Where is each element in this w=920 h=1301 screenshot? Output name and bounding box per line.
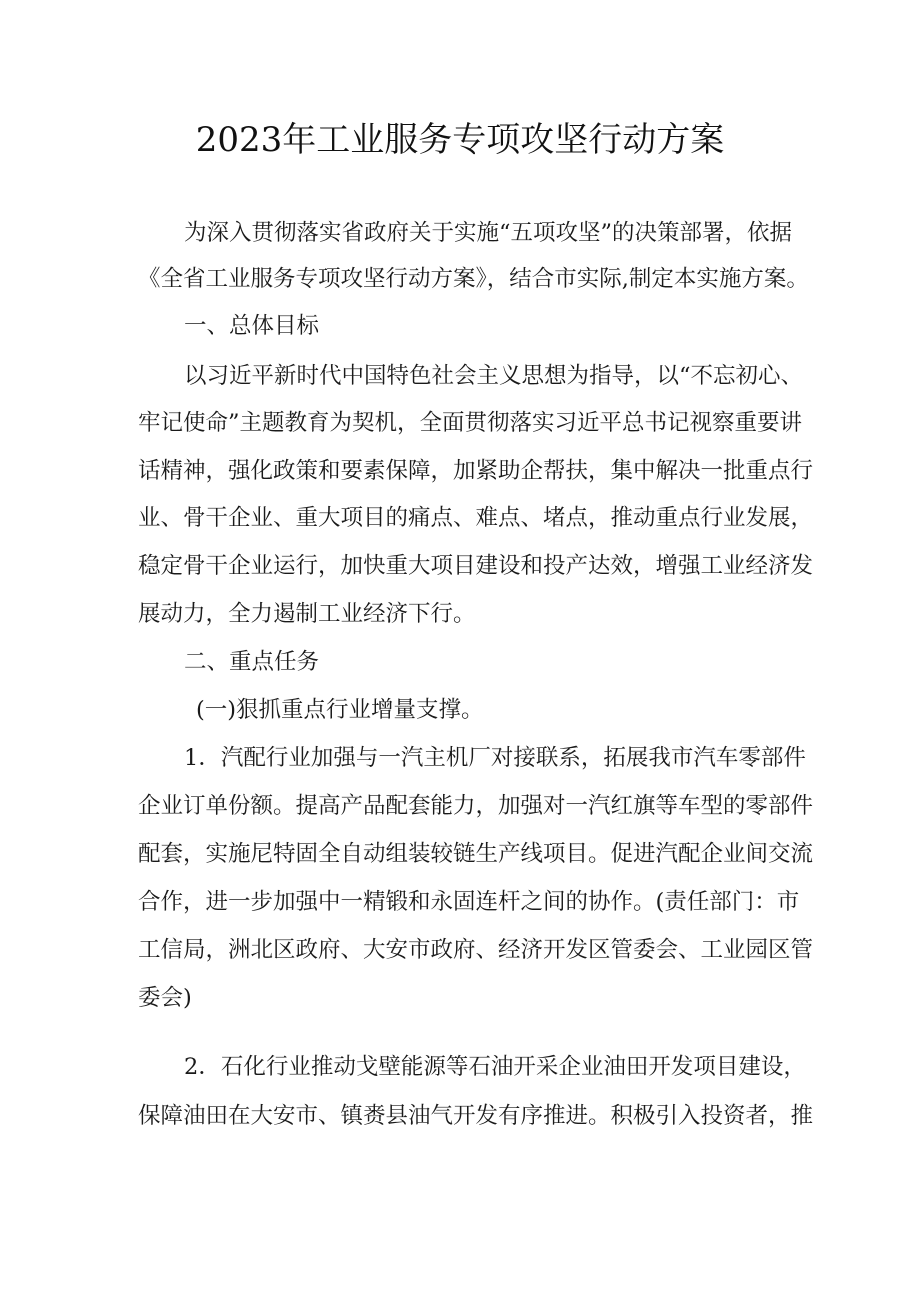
paragraph-line: 展动力，全力遏制工业经济下行。 xyxy=(138,601,476,627)
paragraph-line: 委会) xyxy=(138,985,192,1011)
paragraph-line: 业、骨干企业、重大项目的痛点、难点、堵点，推动重点行业发展， xyxy=(138,505,814,531)
paragraph-line: 企业订单份额。提高产品配套能力，加强对一汽红旗等车型的零部件 xyxy=(138,793,814,819)
section-heading: 一、总体目标 xyxy=(184,313,320,339)
paragraph-line: 工信局，洲北区政府、大安市政府、经济开发区管委会、工业园区管 xyxy=(138,937,814,963)
paragraph-line: 稳定骨干企业运行，加快重大项目建设和投产达效，增强工业经济发 xyxy=(138,553,814,579)
paragraph-line: 合作，进一步加强中一精锻和永固连杆之间的协作。(责任部门：市 xyxy=(138,889,800,915)
paragraph-line: 牢记使命”主题教育为契机，全面贯彻落实习近平总书记视察重要讲 xyxy=(138,410,803,436)
paragraph-line: 为深入贯彻落实省政府关于实施“五项攻坚”的决策部署，依据 xyxy=(184,220,793,246)
paragraph-line: 话精神，强化政策和要素保障，加紧助企帮扶，集中解决一批重点行 xyxy=(138,458,814,484)
section-heading: 二、重点任务 xyxy=(184,649,320,675)
paragraph-line: 1．汽配行业加强与一汽主机厂对接联系，拓展我市汽车零部件 xyxy=(184,745,806,771)
paragraph-line: 配套，实施尼特固全自动组装较链生产线项目。促进汽配企业间交流 xyxy=(138,841,814,867)
paragraph-line: 2．石化行业推动戈壁能源等石油开采企业油田开发项目建设， xyxy=(184,1054,806,1080)
document-title: 2023年工业服务专项攻坚行动方案 xyxy=(195,120,725,160)
subsection-heading: (一)狠抓重点行业增量支撑。 xyxy=(196,697,484,723)
paragraph-line: 《全省工业服务专项攻坚行动方案》，结合市实际,制定本实施方案。 xyxy=(138,266,809,292)
paragraph-line: 保障油田在大安市、镇赉县油气开发有序推进。积极引入投资者，推 xyxy=(138,1103,814,1129)
paragraph-line: 以习近平新时代中国特色社会主义思想为指导，以“不忘初心、 xyxy=(184,363,804,389)
